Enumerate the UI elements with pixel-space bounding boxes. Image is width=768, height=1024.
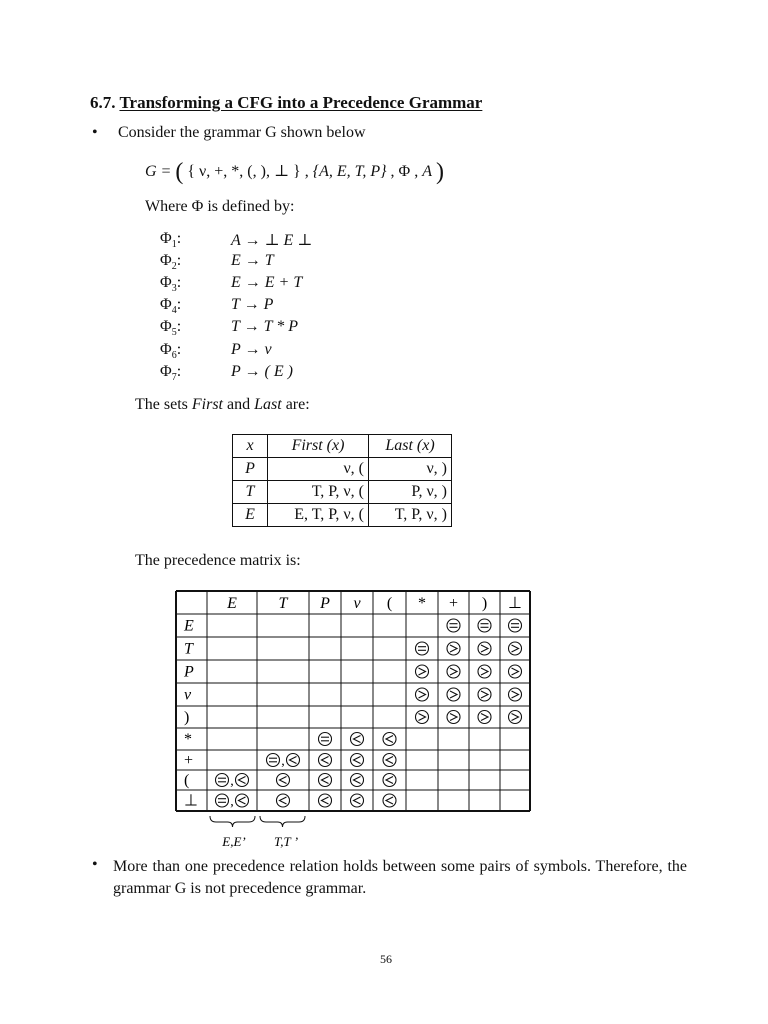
relation-lt-stroke xyxy=(354,736,361,743)
row-first: ν, ( xyxy=(268,458,369,481)
relation-lt-stroke xyxy=(386,736,393,743)
matrix-row-header: E xyxy=(184,617,194,635)
matrix-row-header: ) xyxy=(184,709,190,726)
relation-eq-icon xyxy=(447,619,460,632)
start-symbol: A xyxy=(422,163,432,180)
relation-comma: , xyxy=(230,774,234,789)
rule-production: A → ⊥ E ⊥ xyxy=(231,232,313,249)
matrix-row-header: ν xyxy=(184,686,192,704)
relation-gt-stroke xyxy=(512,691,519,698)
row-first: T, P, ν, ( xyxy=(268,481,369,504)
rule-production: T → T * P xyxy=(231,318,298,335)
sets-text-first: First xyxy=(191,396,223,413)
matrix-row-header: P xyxy=(184,663,194,681)
sets-text-last: Last xyxy=(254,396,282,413)
bullet-intro-text: Consider the grammar G shown below xyxy=(118,124,366,141)
rules-symbol: Φ xyxy=(398,163,411,180)
relation-lt-stroke xyxy=(322,757,329,764)
relation-gt-stroke xyxy=(512,714,519,721)
brace-label-t: T,T ’ xyxy=(273,834,299,849)
relation-lt-stroke xyxy=(354,777,361,784)
row-symbol: E xyxy=(233,504,268,527)
matrix-row-header: T xyxy=(184,640,193,658)
bullet-dot-2: • xyxy=(92,856,98,873)
brace-label-e: E,E’ xyxy=(222,834,246,849)
rule-production: P → ν xyxy=(231,341,272,358)
matrix-row-header: ⊥ xyxy=(184,792,198,810)
brace-shape xyxy=(210,816,255,827)
relation-lt-stroke xyxy=(386,797,393,804)
rule-label: $\Phi_2$: xyxy=(160,252,182,273)
relation-gt-stroke xyxy=(419,691,426,698)
row-last: ν, ) xyxy=(369,458,452,481)
bullet-dot: • xyxy=(92,124,98,141)
section-title: Transforming a CFG into a Precedence Grammar xyxy=(119,93,483,112)
relation-eq-icon xyxy=(216,794,229,807)
rule-production: P → ( E ) xyxy=(231,363,293,380)
relation-gt-stroke xyxy=(481,691,488,698)
relation-gt-stroke xyxy=(450,691,457,698)
row-last: P, ν, ) xyxy=(369,481,452,504)
matrix-col-header: E xyxy=(227,595,237,612)
matrix-col-header: ) xyxy=(481,595,488,612)
rule-production: E → T xyxy=(231,252,274,269)
rule-label: $\Phi_5$: xyxy=(160,318,182,339)
rule-label: $\Phi_6$: xyxy=(160,341,182,362)
relation-lt-stroke xyxy=(386,757,393,764)
rule-production: E → E + T xyxy=(231,274,303,291)
rule-label: $\Phi_3$: xyxy=(160,274,182,295)
relation-lt-stroke xyxy=(354,797,361,804)
relation-lt-stroke xyxy=(280,777,287,784)
row-first: E, T, P, ν, ( xyxy=(268,504,369,527)
matrix-row-header: + xyxy=(184,752,194,769)
section-number: 6.7. xyxy=(90,93,116,112)
relation-comma: , xyxy=(281,754,285,769)
matrix-col-header: ( xyxy=(386,595,393,612)
relation-eq-icon xyxy=(478,619,491,632)
relation-eq-icon xyxy=(509,619,522,632)
sets-text-pre: The sets xyxy=(135,396,192,413)
rule-label: $\Phi_1$: xyxy=(160,230,182,251)
relation-lt-stroke xyxy=(280,797,287,804)
relation-gt-stroke xyxy=(419,714,426,721)
relation-eq-icon xyxy=(216,774,229,787)
matrix-col-header: ν xyxy=(353,595,361,612)
relation-gt-stroke xyxy=(512,668,519,675)
relation-gt-stroke xyxy=(481,668,488,675)
terminal-set: { ν, +, *, (, ), ⊥ } xyxy=(187,163,301,180)
relation-lt-stroke xyxy=(322,777,329,784)
relation-lt-stroke xyxy=(239,777,246,784)
relation-gt-stroke xyxy=(450,668,457,675)
matrix-row-header: * xyxy=(184,731,192,748)
nonterminal-set: {A, E, T, P} xyxy=(312,163,387,180)
relation-eq-icon xyxy=(319,733,332,746)
rule-label: $\Phi_7$: xyxy=(160,363,182,384)
relation-lt-stroke xyxy=(354,757,361,764)
relation-lt-stroke xyxy=(386,777,393,784)
conclusion-text: More than one precedence relation holds between some pairs of symbols. Therefore, the grammar G is not precedence grammar. xyxy=(113,858,687,897)
row-symbol: T xyxy=(233,481,268,504)
close-paren: ) xyxy=(436,159,444,185)
precedence-intro: The precedence matrix is: xyxy=(135,552,301,569)
relation-gt-stroke xyxy=(450,714,457,721)
row-symbol: P xyxy=(233,458,268,481)
open-paren: ( xyxy=(175,159,184,185)
header-first: First (x) xyxy=(268,435,369,458)
relation-gt-stroke xyxy=(512,645,519,652)
relation-eq-icon xyxy=(267,754,280,767)
rule-label: $\Phi_4$: xyxy=(160,296,182,317)
relation-gt-stroke xyxy=(481,645,488,652)
sets-text-mid: and xyxy=(223,396,255,413)
matrix-col-header: T xyxy=(278,595,288,612)
page-number: 56 xyxy=(380,952,392,966)
sets-text-post: are: xyxy=(281,396,310,413)
matrix-col-header: * xyxy=(418,595,426,612)
brace-shape xyxy=(260,816,305,827)
relation-lt-stroke xyxy=(290,757,297,764)
relation-gt-stroke xyxy=(419,668,426,675)
relation-comma: , xyxy=(230,794,234,810)
grammar-lhs: G = xyxy=(145,163,172,180)
matrix-col-header: ⊥ xyxy=(508,595,522,612)
relation-lt-stroke xyxy=(239,797,246,804)
relation-lt-stroke xyxy=(322,797,329,804)
matrix-row-header: ( xyxy=(184,772,190,789)
matrix-col-header: + xyxy=(448,595,459,612)
header-last: Last (x) xyxy=(369,435,452,458)
row-last: T, P, ν, ) xyxy=(369,504,452,527)
rule-production: T → P xyxy=(231,296,274,313)
matrix-col-header: P xyxy=(320,595,330,612)
relation-gt-stroke xyxy=(481,714,488,721)
relation-eq-icon xyxy=(416,642,429,655)
grammar-definition: G = ( { ν, +, *, (, ), ⊥ } , {A, E, T, P} , Φ , A ) xyxy=(145,159,444,185)
where-text: Where Φ is defined by: xyxy=(145,198,295,215)
header-x: x xyxy=(233,435,268,458)
relation-gt-stroke xyxy=(450,645,457,652)
